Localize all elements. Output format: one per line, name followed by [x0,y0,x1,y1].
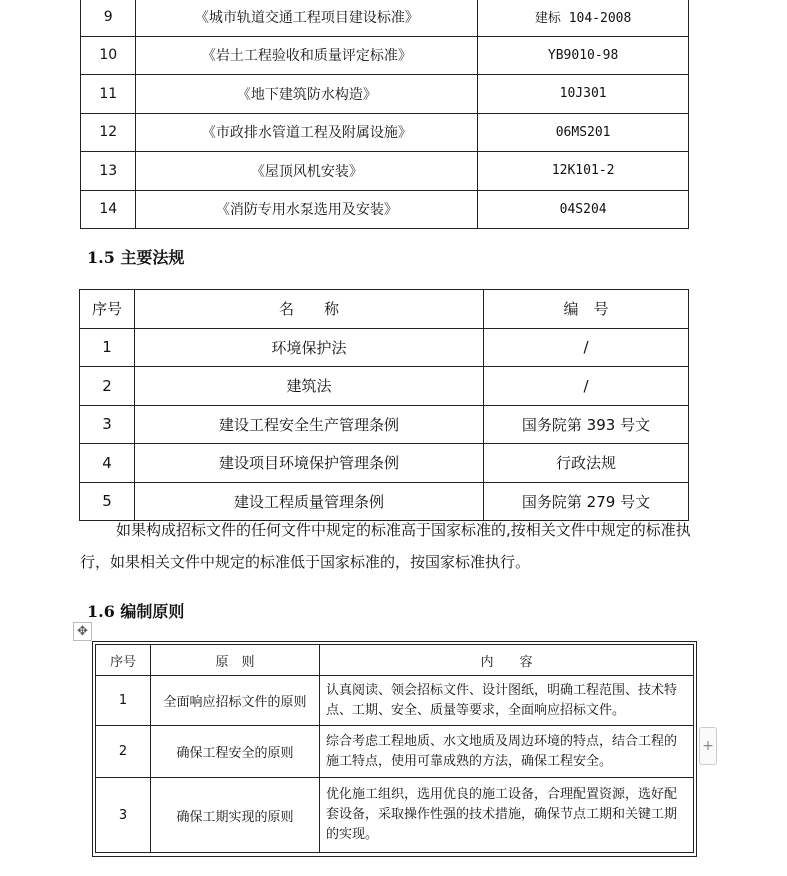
table-row [96,726,694,778]
row-number: 3 [80,405,135,444]
row-number: 10 [81,36,136,75]
principle-content: 认真阅读、领会招标文件、设计图纸，明确工程范围、技术特点、工期、安全、质量等要求，全面响应招标文件。 [320,676,694,726]
standard-code: YB9010-98 [478,36,689,75]
standard-name: 《市政排水管道工程及附属设施》 [136,113,478,152]
header-code: 编 号 [484,290,689,329]
principle-content: 综合考虑工程地质、水文地质及周边环境的特点，结合工程的施工特点，使用可靠成熟的方法，确保工程安全。 [320,726,694,778]
regulation-code: / [484,367,689,406]
table-header-row [96,645,694,676]
table-row [81,0,689,36]
row-number: 1 [80,328,135,367]
row-number: 1 [96,676,151,726]
row-number: 11 [81,75,136,114]
row-number: 13 [81,152,136,191]
standard-code: 10J301 [478,75,689,114]
standard-name: 《岩土工程验收和质量评定标准》 [136,36,478,75]
principles-table-frame [92,641,697,857]
section-heading-1-6: 1.6 编制原则 [87,602,185,621]
standard-code: 建标 104-2008 [478,0,689,36]
standard-name: 《城市轨道交通工程项目建设标准》 [136,0,478,36]
plus-icon[interactable]: + [699,727,717,765]
table-row [80,367,689,406]
standard-name: 《屋顶风机安装》 [136,152,478,191]
row-number: 12 [81,113,136,152]
row-number: 2 [96,726,151,778]
standard-code: 12K101-2 [478,152,689,191]
principles-table [95,644,694,853]
body-paragraph [80,514,705,578]
regulation-name: 建设项目环境保护管理条例 [135,444,484,483]
section-heading-1-5: 1.5 主要法规 [87,248,185,267]
table-row [80,444,689,483]
table-row [81,190,689,229]
table-row [81,113,689,152]
principle-name: 全面响应招标文件的原则 [151,676,320,726]
regulation-code: 行政法规 [484,444,689,483]
table-row [81,36,689,75]
table-row [96,778,694,853]
regulations-table [79,289,689,521]
header-number: 序号 [80,290,135,329]
row-number: 2 [80,367,135,406]
regulation-code: 国务院第 393 号文 [484,405,689,444]
header-name: 名 称 [135,290,484,329]
row-number: 9 [81,0,136,36]
regulation-name: 建筑法 [135,367,484,406]
header-principle: 原 则 [151,645,320,676]
paragraph-text: 如果构成招标文件的任何文件中规定的标准高于国家标准的,按相关文件中规定的标准执行，如果相关文件中规定的标准低于国家标准的，按国家标准执行。 [80,521,691,571]
row-number: 3 [96,778,151,853]
regulation-code: / [484,328,689,367]
standard-name: 《地下建筑防水构造》 [136,75,478,114]
standards-table [80,0,689,229]
table-row [80,328,689,367]
table-row [81,152,689,191]
regulation-code: 国务院第 279 号文 [484,482,689,521]
principle-name: 确保工程安全的原则 [151,726,320,778]
header-content: 内 容 [320,645,694,676]
regulation-name: 环境保护法 [135,328,484,367]
standard-code: 04S204 [478,190,689,229]
standard-code: 06MS201 [478,113,689,152]
table-row [96,676,694,726]
regulation-name: 建设工程安全生产管理条例 [135,405,484,444]
row-number: 5 [80,482,135,521]
principle-name: 确保工期实现的原则 [151,778,320,853]
move-arrows-icon[interactable]: ✥ [73,622,92,641]
header-number: 序号 [96,645,151,676]
principle-content: 优化施工组织，选用优良的施工设备，合理配置资源，选好配套设备，采取操作性强的技术措施，确保节点工期和关键工期的实现。 [320,778,694,853]
table-row [81,75,689,114]
regulation-name: 建设工程质量管理条例 [135,482,484,521]
standard-name: 《消防专用水泵选用及安装》 [136,190,478,229]
row-number: 4 [80,444,135,483]
row-number: 14 [81,190,136,229]
table-row [80,405,689,444]
table-header-row [80,290,689,329]
